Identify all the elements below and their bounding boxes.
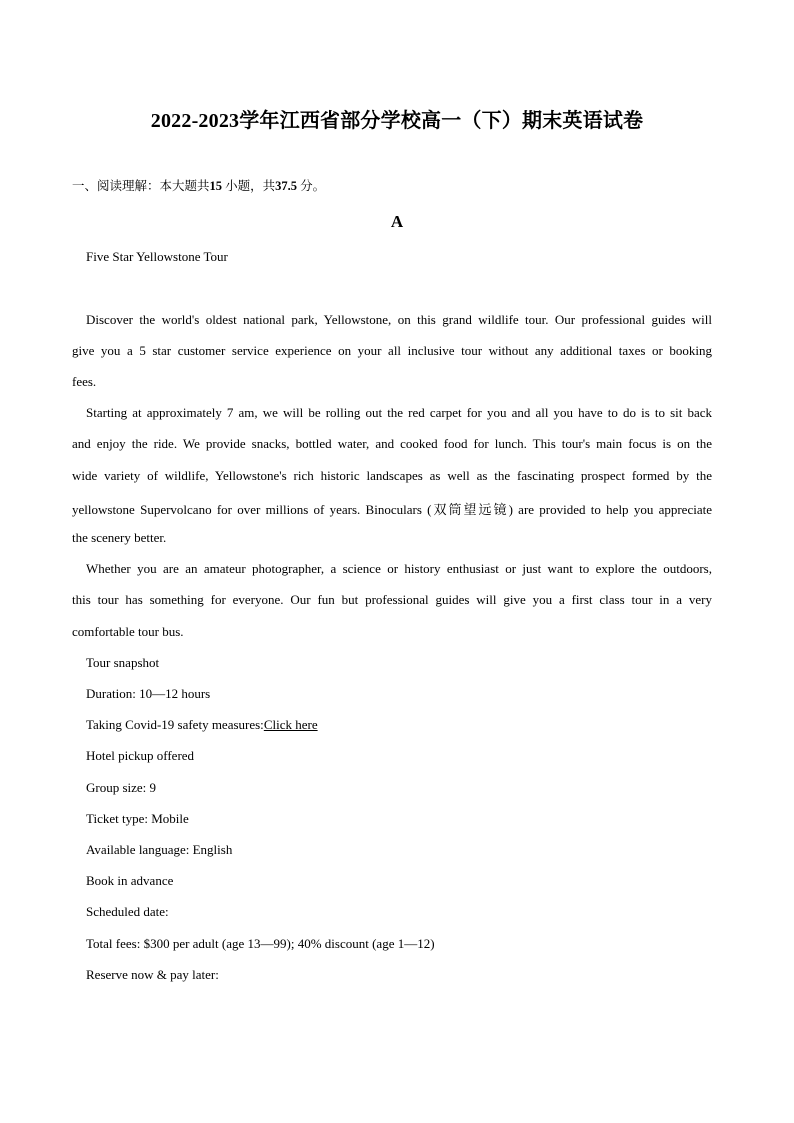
paragraph-line: wide variety of wildlife, Yellowstone's rich historic landscapes as well as the fascinating prospect formed by the: [72, 468, 712, 483]
covid-click-here-link[interactable]: Click here: [263, 717, 318, 732]
paragraph-line: the scenery better.: [72, 530, 167, 545]
section-heading-prefix: 一、阅读理解：本大题共: [72, 179, 210, 193]
snapshot-ticket-type: Ticket type: Mobile: [86, 811, 189, 826]
question-count: 15: [209, 179, 223, 193]
snapshot-reserve: Reserve now & pay later:: [86, 967, 219, 982]
snapshot-scheduled: Scheduled date:: [86, 904, 169, 919]
section-heading-mid: 小题，共: [225, 179, 276, 193]
section-heading-suffix: 分。: [300, 179, 326, 193]
paragraph-line: Whether you are an amateur photographer, a science or history enthusiast or just want to explore the outdoors,: [86, 561, 712, 576]
paragraph-line: give you a 5 star customer service experience on your all inclusive tour without any additional taxes or booking: [72, 343, 712, 358]
paragraph-line: this tour has something for everyone. Our fun but professional guides will give you a first class tour in a very: [72, 592, 712, 607]
section-heading: [72, 176, 325, 194]
paragraph-line: comfortable tour bus.: [72, 624, 184, 639]
snapshot-duration: Duration: 10—12 hours: [86, 686, 211, 701]
snapshot-heading: Tour snapshot: [86, 655, 160, 670]
passage-label: A: [390, 212, 404, 231]
snapshot-covid: [86, 717, 318, 733]
passage-title: Five Star Yellowstone Tour: [86, 249, 228, 264]
snapshot-language: Available language: English: [86, 842, 233, 857]
total-score: 37.5: [275, 179, 298, 193]
paragraph-line: and enjoy the ride. We provide snacks, bottled water, and cooked food for lunch. This tour's main focus is on the: [72, 436, 712, 451]
paragraph-line: Discover the world's oldest national park, Yellowstone, on this grand wildlife tour. Our professional guides will: [86, 312, 712, 327]
snapshot-pickup: Hotel pickup offered: [86, 748, 195, 763]
snapshot-book: Book in advance: [86, 873, 174, 888]
paragraph-line: Starting at approximately 7 am, we will be rolling out the red carpet for you and all you have to do is to sit back: [86, 405, 712, 420]
exam-title: 2022-2023学年江西省部分学校高一（下）期末英语试卷: [150, 110, 644, 132]
snapshot-group-size: Group size: 9: [86, 780, 157, 795]
covid-label: Taking Covid-19 safety measures:: [86, 717, 264, 732]
paragraph-line: yellowstone Supervolcano for over millions of years. Binoculars (双筒望远镜) are provided to help you appreciate: [72, 502, 712, 517]
snapshot-fees: Total fees: $300 per adult (age 13—99); 40% discount (age 1—12): [86, 936, 435, 951]
paragraph-line: fees.: [72, 374, 97, 389]
